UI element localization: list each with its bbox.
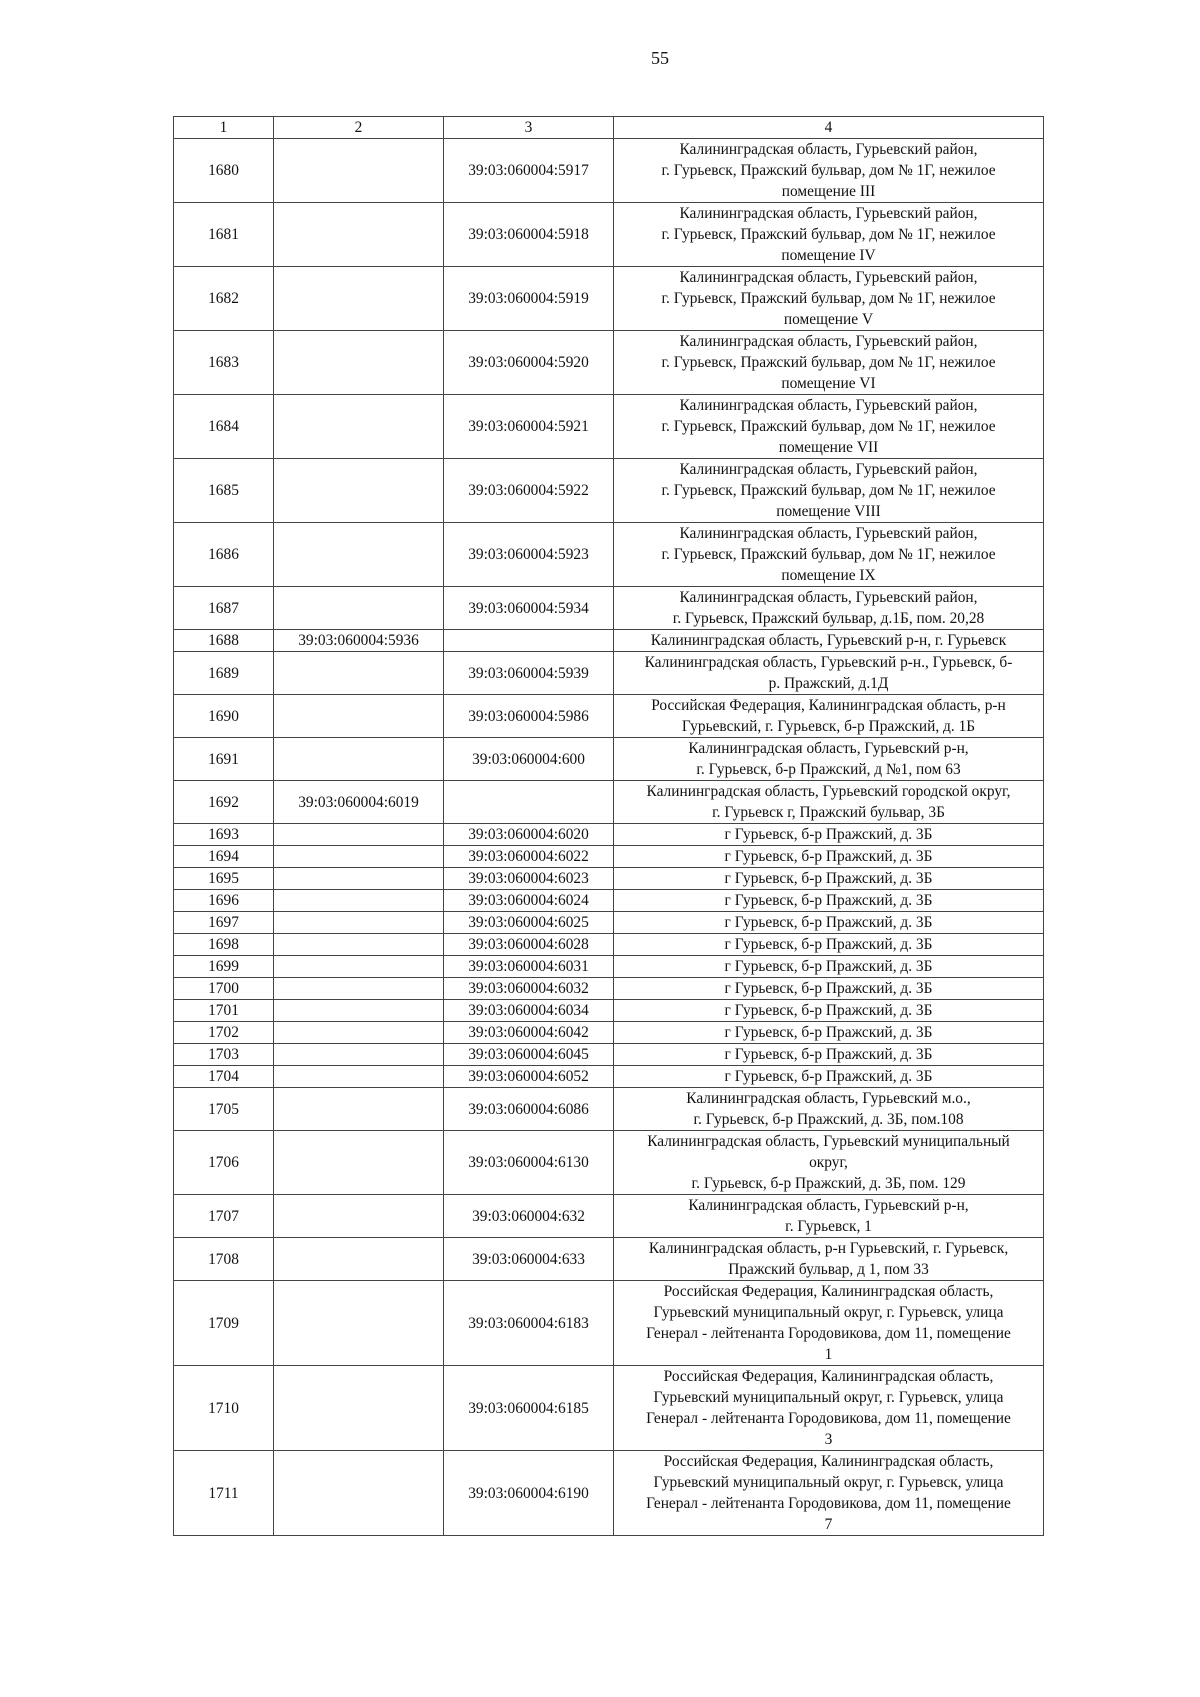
cadastral-number-object: 39:03:060004:6023 <box>444 868 614 890</box>
address: Калининградская область, Гурьевский район, г. Гурьевск, Пражский бульвар, дом № 1Г, нежилое помещение IV <box>614 203 1044 267</box>
table-row <box>174 912 1044 934</box>
cadastral-number-object <box>444 781 614 824</box>
cadastral-number-object: 39:03:060004:6042 <box>444 1022 614 1044</box>
table-row <box>174 139 1044 203</box>
cadastral-number-land <box>274 1022 444 1044</box>
table-row <box>174 846 1044 868</box>
cadastral-number-land: 39:03:060004:6019 <box>274 781 444 824</box>
cadastral-number-land <box>274 978 444 1000</box>
row-number: 1709 <box>174 1281 274 1366</box>
row-number: 1703 <box>174 1044 274 1066</box>
cadastral-number-land <box>274 1044 444 1066</box>
row-number: 1683 <box>174 331 274 395</box>
cadastral-number-object: 39:03:060004:5939 <box>444 652 614 695</box>
address: Калининградская область, Гурьевский м.о., г. Гурьевск, б-р Пражский, д. 3Б, пом.108 <box>614 1088 1044 1131</box>
cadastral-number-object: 39:03:060004:6086 <box>444 1088 614 1131</box>
cadastral-number-object: 39:03:060004:5934 <box>444 587 614 630</box>
row-number: 1686 <box>174 523 274 587</box>
cadastral-number-land <box>274 1238 444 1281</box>
address: г Гурьевск, б-р Пражский, д. 3Б <box>614 978 1044 1000</box>
address: Российская Федерация, Калининградская область, Гурьевский муниципальный округ, г. Гурьевск, улица Генерал - лейтенанта Городовикова, дом 11, помещение 1 <box>614 1281 1044 1366</box>
address: Калининградская область, Гурьевский район, г. Гурьевск, Пражский бульвар, дом № 1Г, нежилое помещение VII <box>614 395 1044 459</box>
table-row <box>174 1000 1044 1022</box>
row-number: 1696 <box>174 890 274 912</box>
table-header-row <box>174 117 1044 139</box>
column-header: 3 <box>444 117 614 139</box>
row-number: 1695 <box>174 868 274 890</box>
table-row <box>174 203 1044 267</box>
row-number: 1685 <box>174 459 274 523</box>
row-number: 1711 <box>174 1451 274 1536</box>
row-number: 1710 <box>174 1366 274 1451</box>
table-row <box>174 331 1044 395</box>
table-row <box>174 1088 1044 1131</box>
table-row <box>174 1022 1044 1044</box>
address: г Гурьевск, б-р Пражский, д. 3Б <box>614 1000 1044 1022</box>
row-number: 1682 <box>174 267 274 331</box>
cadastral-number-land <box>274 395 444 459</box>
row-number: 1706 <box>174 1131 274 1195</box>
table-row <box>174 868 1044 890</box>
address: Российская Федерация, Калининградская область, Гурьевский муниципальный округ, г. Гурьевск, улица Генерал - лейтенанта Городовикова, дом 11, помещение 3 <box>614 1366 1044 1451</box>
cadastral-number-land <box>274 846 444 868</box>
table-row <box>174 1281 1044 1366</box>
cadastral-number-object: 39:03:060004:6020 <box>444 824 614 846</box>
row-number: 1684 <box>174 395 274 459</box>
registry-table <box>173 116 1044 1536</box>
row-number: 1705 <box>174 1088 274 1131</box>
cadastral-number-land <box>274 956 444 978</box>
table-row <box>174 1131 1044 1195</box>
cadastral-number-object: 39:03:060004:6032 <box>444 978 614 1000</box>
cadastral-number-object: 39:03:060004:5920 <box>444 331 614 395</box>
row-number: 1690 <box>174 695 274 738</box>
address: Калининградская область, Гурьевский район, г. Гурьевск, Пражский бульвар, дом № 1Г, нежилое помещение V <box>614 267 1044 331</box>
cadastral-number-object: 39:03:060004:6022 <box>444 846 614 868</box>
cadastral-number-land <box>274 695 444 738</box>
cadastral-number-land: 39:03:060004:5936 <box>274 630 444 652</box>
cadastral-number-object: 39:03:060004:5921 <box>444 395 614 459</box>
table-row <box>174 652 1044 695</box>
row-number: 1681 <box>174 203 274 267</box>
table-row <box>174 630 1044 652</box>
row-number: 1707 <box>174 1195 274 1238</box>
table-row <box>174 824 1044 846</box>
cadastral-number-object: 39:03:060004:5922 <box>444 459 614 523</box>
row-number: 1691 <box>174 738 274 781</box>
address: Калининградская область, Гурьевский р-н., Гурьевск, б- р. Пражский, д.1Д <box>614 652 1044 695</box>
cadastral-number-object: 39:03:060004:5918 <box>444 203 614 267</box>
cadastral-number-land <box>274 523 444 587</box>
address: г Гурьевск, б-р Пражский, д. 3Б <box>614 1022 1044 1044</box>
address: г Гурьевск, б-р Пражский, д. 3Б <box>614 1066 1044 1088</box>
table-row <box>174 956 1044 978</box>
cadastral-number-object <box>444 630 614 652</box>
cadastral-number-object: 39:03:060004:6031 <box>444 956 614 978</box>
table-row <box>174 978 1044 1000</box>
address: г Гурьевск, б-р Пражский, д. 3Б <box>614 824 1044 846</box>
cadastral-number-land <box>274 1281 444 1366</box>
row-number: 1680 <box>174 139 274 203</box>
address: Калининградская область, Гурьевский городской округ, г. Гурьевск г, Пражский бульвар, 3Б <box>614 781 1044 824</box>
address: Российская Федерация, Калининградская область, Гурьевский муниципальный округ, г. Гурьевск, улица Генерал - лейтенанта Городовикова, дом 11, помещение 7 <box>614 1451 1044 1536</box>
address: г Гурьевск, б-р Пражский, д. 3Б <box>614 868 1044 890</box>
cadastral-number-object: 39:03:060004:6045 <box>444 1044 614 1066</box>
cadastral-number-object: 39:03:060004:6024 <box>444 890 614 912</box>
cadastral-number-land <box>274 1451 444 1536</box>
row-number: 1687 <box>174 587 274 630</box>
cadastral-number-land <box>274 587 444 630</box>
registry-table-body <box>174 117 1044 1536</box>
table-row <box>174 459 1044 523</box>
table-row <box>174 1451 1044 1536</box>
table-row <box>174 738 1044 781</box>
cadastral-number-object: 39:03:060004:6028 <box>444 934 614 956</box>
row-number: 1688 <box>174 630 274 652</box>
column-header: 1 <box>174 117 274 139</box>
table-row <box>174 1066 1044 1088</box>
cadastral-number-object: 39:03:060004:5923 <box>444 523 614 587</box>
table-row <box>174 934 1044 956</box>
address: Калининградская область, Гурьевский район, г. Гурьевск, Пражский бульвар, дом № 1Г, нежилое помещение VI <box>614 331 1044 395</box>
address: Калининградская область, Гурьевский р-н, г. Гурьевск <box>614 630 1044 652</box>
address: г Гурьевск, б-р Пражский, д. 3Б <box>614 846 1044 868</box>
cadastral-number-land <box>274 652 444 695</box>
address: Калининградская область, Гурьевский район, г. Гурьевск, Пражский бульвар, дом № 1Г, нежилое помещение VIII <box>614 459 1044 523</box>
cadastral-number-object: 39:03:060004:5919 <box>444 267 614 331</box>
cadastral-number-land <box>274 824 444 846</box>
column-header: 2 <box>274 117 444 139</box>
row-number: 1697 <box>174 912 274 934</box>
row-number: 1701 <box>174 1000 274 1022</box>
cadastral-number-land <box>274 1366 444 1451</box>
address: Калининградская область, р-н Гурьевский, г. Гурьевск, Пражский бульвар, д 1, пом 33 <box>614 1238 1044 1281</box>
table-row <box>174 587 1044 630</box>
address: г Гурьевск, б-р Пражский, д. 3Б <box>614 934 1044 956</box>
row-number: 1692 <box>174 781 274 824</box>
row-number: 1708 <box>174 1238 274 1281</box>
cadastral-number-land <box>274 1000 444 1022</box>
cadastral-number-object: 39:03:060004:633 <box>444 1238 614 1281</box>
address: Калининградская область, Гурьевский район, г. Гурьевск, Пражский бульвар, дом № 1Г, нежилое помещение IX <box>614 523 1044 587</box>
address: Калининградская область, Гурьевский р-н, г. Гурьевск, 1 <box>614 1195 1044 1238</box>
address: г Гурьевск, б-р Пражский, д. 3Б <box>614 912 1044 934</box>
cadastral-number-land <box>274 1195 444 1238</box>
cadastral-number-object: 39:03:060004:5986 <box>444 695 614 738</box>
cadastral-number-land <box>274 267 444 331</box>
cadastral-number-land <box>274 139 444 203</box>
row-number: 1704 <box>174 1066 274 1088</box>
cadastral-number-object: 39:03:060004:5917 <box>444 139 614 203</box>
address: Калининградская область, Гурьевский район, г. Гурьевск, Пражский бульвар, д.1Б, пом. 20,28 <box>614 587 1044 630</box>
cadastral-number-object: 39:03:060004:600 <box>444 738 614 781</box>
address: Калининградская область, Гурьевский район, г. Гурьевск, Пражский бульвар, дом № 1Г, нежилое помещение III <box>614 139 1044 203</box>
cadastral-number-land <box>274 890 444 912</box>
cadastral-number-object: 39:03:060004:6190 <box>444 1451 614 1536</box>
table-row <box>174 1195 1044 1238</box>
row-number: 1698 <box>174 934 274 956</box>
table-row <box>174 267 1044 331</box>
cadastral-number-land <box>274 868 444 890</box>
address: г Гурьевск, б-р Пражский, д. 3Б <box>614 1044 1044 1066</box>
row-number: 1693 <box>174 824 274 846</box>
cadastral-number-object: 39:03:060004:632 <box>444 1195 614 1238</box>
cadastral-number-land <box>274 934 444 956</box>
table-row <box>174 1044 1044 1066</box>
cadastral-number-land <box>274 203 444 267</box>
address: Калининградская область, Гурьевский р-н, г. Гурьевск, б-р Пражский, д №1, пом 63 <box>614 738 1044 781</box>
cadastral-number-object: 39:03:060004:6130 <box>444 1131 614 1195</box>
table-row <box>174 1238 1044 1281</box>
cadastral-number-land <box>274 912 444 934</box>
row-number: 1694 <box>174 846 274 868</box>
table-row <box>174 395 1044 459</box>
cadastral-number-land <box>274 1088 444 1131</box>
table-row <box>174 781 1044 824</box>
cadastral-number-land <box>274 1131 444 1195</box>
page-number: 55 <box>651 48 669 68</box>
cadastral-number-object: 39:03:060004:6183 <box>444 1281 614 1366</box>
table-row <box>174 695 1044 738</box>
address: г Гурьевск, б-р Пражский, д. 3Б <box>614 956 1044 978</box>
table-row <box>174 890 1044 912</box>
cadastral-number-object: 39:03:060004:6185 <box>444 1366 614 1451</box>
cadastral-number-object: 39:03:060004:6034 <box>444 1000 614 1022</box>
address: Калининградская область, Гурьевский муниципальный округ, г. Гурьевск, б-р Пражский, д. 3Б, пом. 129 <box>614 1131 1044 1195</box>
cadastral-number-land <box>274 1066 444 1088</box>
cadastral-number-land <box>274 331 444 395</box>
cadastral-number-object: 39:03:060004:6052 <box>444 1066 614 1088</box>
table-row <box>174 1366 1044 1451</box>
cadastral-number-object: 39:03:060004:6025 <box>444 912 614 934</box>
row-number: 1700 <box>174 978 274 1000</box>
cadastral-number-land <box>274 738 444 781</box>
row-number: 1699 <box>174 956 274 978</box>
address: г Гурьевск, б-р Пражский, д. 3Б <box>614 890 1044 912</box>
cadastral-number-land <box>274 459 444 523</box>
address: Российская Федерация, Калининградская область, р-н Гурьевский, г. Гурьевск, б-р Пражский, д. 1Б <box>614 695 1044 738</box>
table-row <box>174 523 1044 587</box>
row-number: 1702 <box>174 1022 274 1044</box>
row-number: 1689 <box>174 652 274 695</box>
column-header: 4 <box>614 117 1044 139</box>
